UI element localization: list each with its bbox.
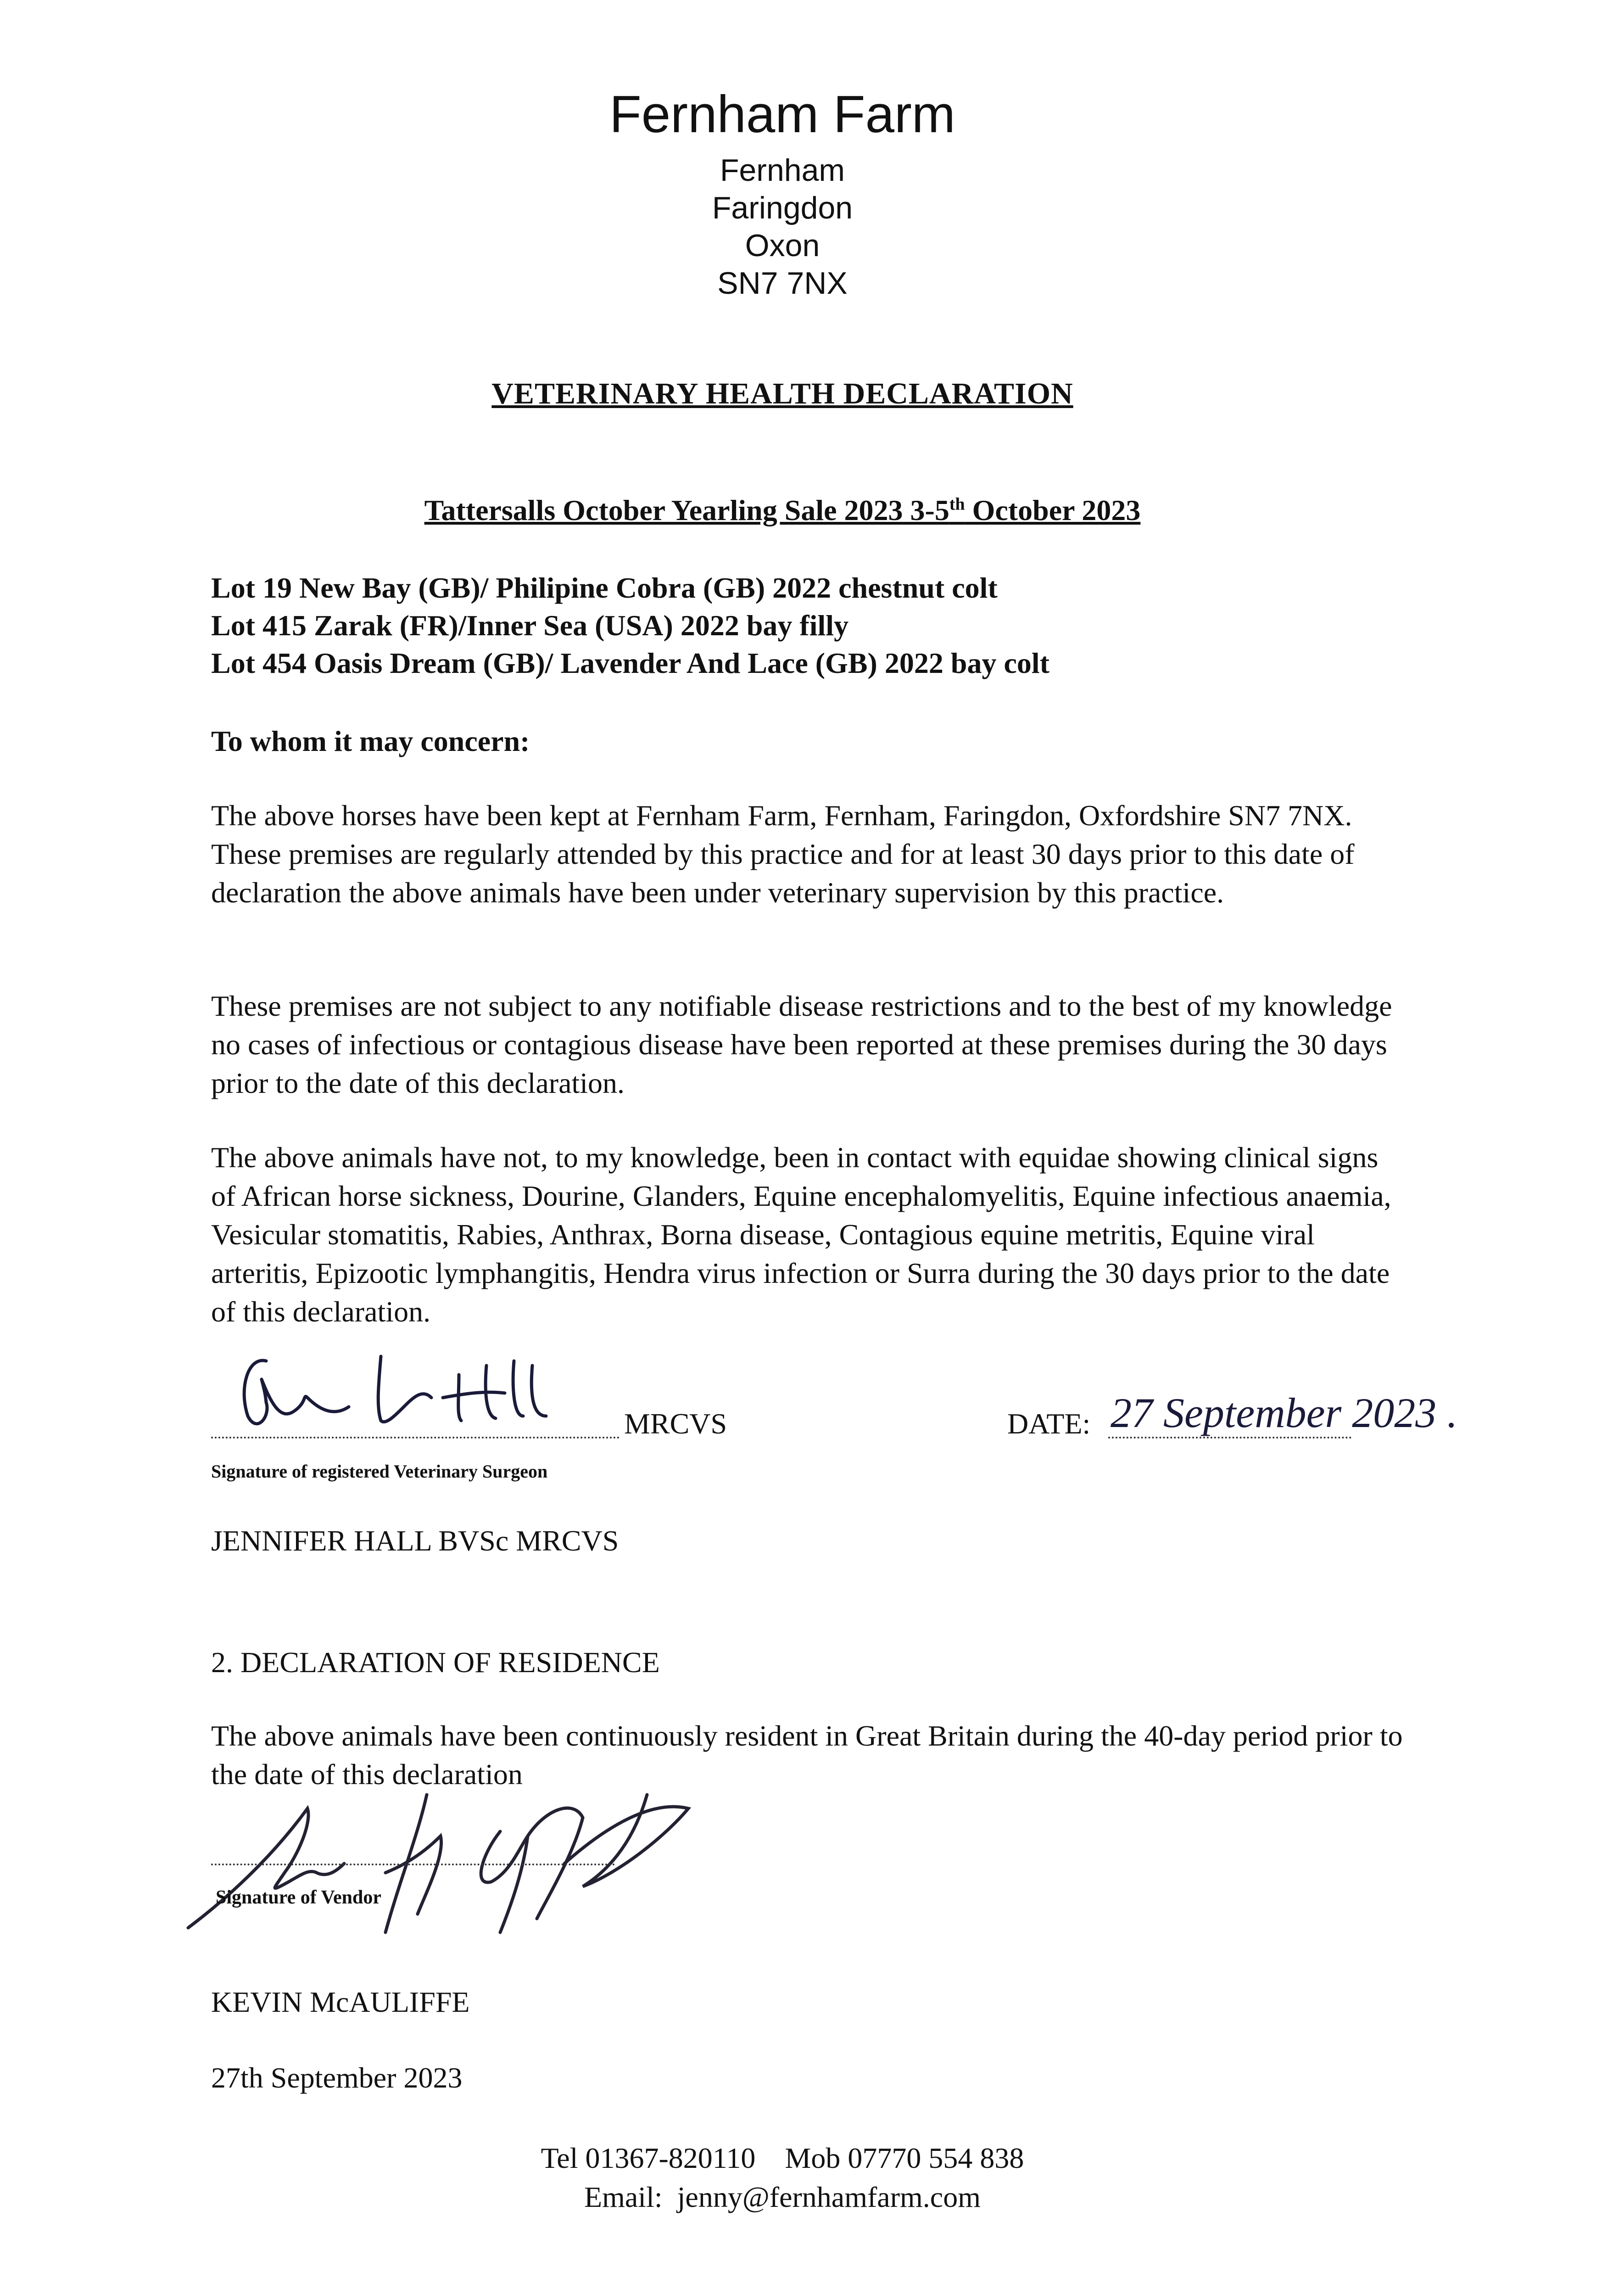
- vendor-signature-caption: Signature of Vendor: [216, 1887, 381, 1908]
- document-title: VETERINARY HEALTH DECLARATION: [491, 377, 1073, 410]
- sale-heading: [0, 493, 1565, 527]
- contact-email: Email: jenny@fernhamfarm.com: [584, 2181, 981, 2213]
- vendor-signature-line: [211, 1864, 615, 1865]
- handwritten-date: 27 September 2023 .: [1111, 1389, 1458, 1436]
- residence-heading: 2. DECLARATION OF RESIDENCE: [211, 1646, 660, 1679]
- residence-text: The above animals have been continuously resident in Great Britain during the 40-day period prior to the date of this declaration: [211, 1719, 1403, 1791]
- vet-signature-image: [229, 1347, 560, 1439]
- paragraph-contact: The above animals have not, to my knowledge, been in contact with equidae showing clinical signs of African horse sickness, Dourine, Glanders, Equine encephalomyelitis, Equine infectious anaemia, Vesicular stomatitis, Rabies, Anthrax, Borna disease, Contagious equine metritis, Equine viral arteritis, Epizootic lymphangitis, Hendra virus infection or Surra during the 30 days prior to the date of this declaration.: [211, 1141, 1391, 1328]
- sale-text-after: October 2023: [965, 494, 1141, 526]
- address-line: Oxon: [745, 228, 820, 263]
- address-line: Faringdon: [712, 190, 853, 225]
- lot-line: Lot 19 New Bay (GB)/ Philipine Cobra (GB) 2022 chestnut colt: [211, 571, 998, 604]
- vendor-signature-image: [170, 1781, 720, 1955]
- salutation: To whom it may concern:: [211, 725, 530, 757]
- declaration-date: 27th September 2023: [211, 2061, 463, 2094]
- vet-signature-suffix: MRCVS: [624, 1407, 727, 1440]
- vet-signature-line: [211, 1437, 619, 1439]
- address-line: SN7 7NX: [717, 266, 848, 301]
- farm-name: Fernham Farm: [609, 85, 955, 144]
- vet-signature-caption: Signature of registered Veterinary Surgeon: [211, 1461, 548, 1482]
- sale-superscript: th: [949, 494, 965, 514]
- sale-text: Tattersalls October Yearling Sale 2023 3-5: [424, 494, 949, 526]
- vendor-name: KEVIN McAULIFFE: [211, 1986, 470, 2018]
- contact-phones: Tel 01367-820110 Mob 07770 554 838: [541, 2142, 1024, 2174]
- lot-line: Lot 415 Zarak (FR)/Inner Sea (USA) 2022 bay filly: [211, 609, 849, 642]
- date-label: DATE:: [1007, 1407, 1091, 1440]
- vet-name: JENNIFER HALL BVSc MRCVS: [211, 1524, 619, 1557]
- paragraph-disease: These premises are not subject to any notifiable disease restrictions and to the best of my knowledge no cases of infectious or contagious disease have been reported at these premises during the 30 days prior to the date of this declaration.: [211, 990, 1392, 1099]
- address-line: Fernham: [720, 153, 845, 188]
- paragraph-premises: The above horses have been kept at Fernham Farm, Fernham, Faringdon, Oxfordshire SN7 7NX. These premises are regularly attended by this practice and for at least 30 days prior to this date of declaration the above animals have been under veterinary supervision by this practice.: [211, 799, 1355, 909]
- lot-line: Lot 454 Oasis Dream (GB)/ Lavender And Lace (GB) 2022 bay colt: [211, 647, 1049, 679]
